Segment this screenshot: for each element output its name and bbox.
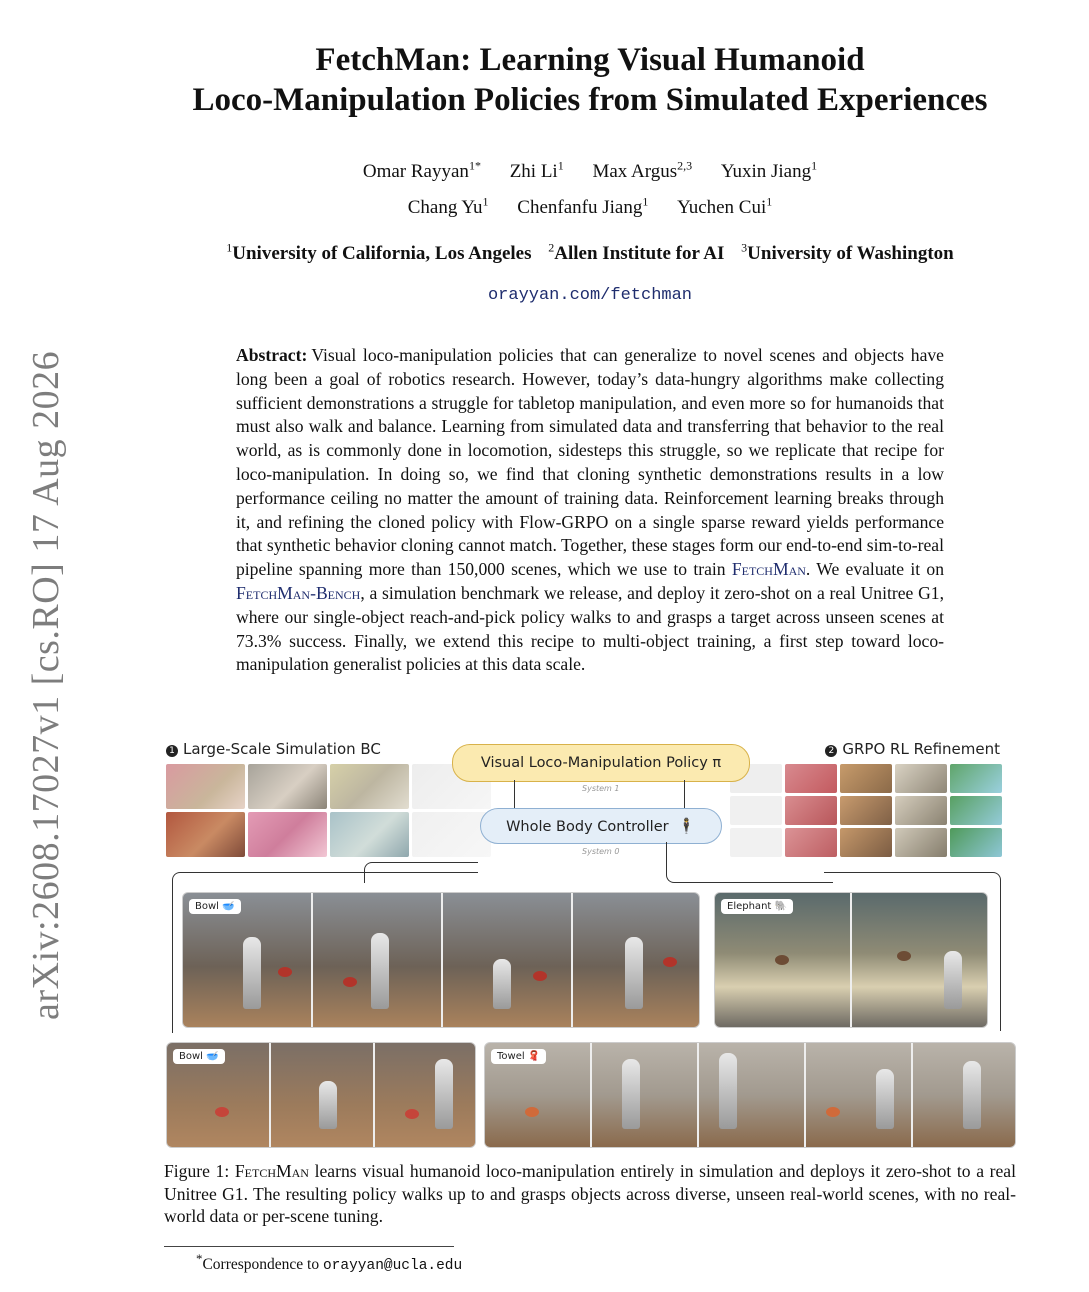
object-tag: Elephant 🐘 (721, 899, 793, 914)
sim-scene-thumbnail (166, 764, 245, 809)
caption-prefix: Figure 1: (164, 1161, 235, 1181)
caption-method-name: FetchMan (234, 1161, 309, 1181)
real-world-photo-bowl-top (182, 892, 700, 1028)
authors-row-1 (140, 159, 1040, 183)
author: Yuchen Cui$^1$ (677, 195, 773, 219)
author: Chang Yu$^1$ (407, 195, 489, 219)
simulation-scene-thumbnails (166, 764, 491, 857)
sim-scene-thumbnail (166, 812, 245, 857)
rl-scene-thumbnail (895, 828, 947, 857)
rl-scene-thumbnail (950, 828, 1002, 857)
rl-scene-thumbnail (895, 796, 947, 825)
real-world-photo-bowl-bottom (166, 1042, 476, 1148)
rl-scene-thumbnail (840, 796, 892, 825)
controller-label: Whole Body Controller (506, 819, 669, 835)
connector-line (364, 862, 478, 883)
footnote-mark: * (196, 1251, 203, 1266)
sim-scene-thumbnail (330, 764, 409, 809)
rl-scene-thumbnail (950, 796, 1002, 825)
object-tag: Bowl 🥣 (189, 899, 241, 914)
author: Zhi Li$^1$ (509, 159, 564, 183)
authors-row-2 (140, 195, 1040, 219)
connector-line (684, 780, 685, 808)
figure-1 (164, 736, 1016, 1156)
paper-title (140, 40, 1040, 120)
connector-line (666, 842, 833, 883)
stage-number-badge: 2 (825, 745, 837, 757)
system-0-label: System 0 (582, 847, 620, 856)
abstract-text: . We evaluate it on (805, 559, 944, 580)
sim-scene-thumbnail (330, 812, 409, 857)
real-world-photo-towel (484, 1042, 1016, 1148)
caption-text: learns visual humanoid loco-manipulation entirely in simulation and deploys it zero-shot to a real Unitree G1. The resulting policy walks up to and grasps objects across diverse, unseen real-world scenes, with no real-world data or per-scene tuning. (164, 1161, 1017, 1226)
title-line-1: FetchMan: Learning Visual Humanoid (315, 42, 865, 78)
sim-scene-thumbnail (248, 764, 327, 809)
rl-scene-thumbnail (895, 764, 947, 793)
benchmark-name-link[interactable]: FetchMan-Bench (236, 582, 361, 603)
rl-scene-thumbnail (785, 796, 837, 825)
affiliations (140, 241, 1040, 265)
author: Chenfanfu Jiang$^1$ (517, 195, 649, 219)
controller-box (480, 808, 722, 844)
affiliation: $^3$University of Washington (741, 241, 954, 265)
connector-line (514, 780, 515, 808)
rl-scene-thumbnail (730, 796, 782, 825)
footnote: *Correspondence to orayyan@ucla.edu (196, 1251, 463, 1275)
arxiv-stamp: arXiv:2608.17027v1 [cs.RO] 17 Aug 2026 (25, 350, 67, 1020)
sim-scene-thumbnail (248, 812, 327, 857)
object-tag: Bowl 🥣 (173, 1049, 225, 1064)
affiliation: $^1$University of California, Los Angeles (226, 241, 532, 265)
rl-scene-thumbnail (840, 764, 892, 793)
affiliation: $^2$Allen Institute for AI (548, 241, 725, 265)
author: Max Argus$^{2,3}$ (592, 159, 693, 183)
policy-box: Visual Loco-Manipulation Policy π (452, 744, 750, 782)
real-world-photo-elephant (714, 892, 988, 1028)
figure-caption (164, 1160, 1016, 1228)
abstract-text: Visual loco-manipulation policies that can generalize to novel scenes and objects have long been a goal of robotics research. However, today’s data-hungry algorithms make collecting sufficient demonstrations a struggle for tabletop manipulation, and even more so for humanoids that must also walk and balance. Learning from simulated data and transferring that behavior to the real world, as is commonly done in locomotion, sidesteps this struggle, so we replicate that recipe for loco-manipulation. In doing so, we find that cloning synthetic demonstrations results in a low performance ceiling no matter the amount of training data. Reinforcement learning breaks through it, and refining the cloned policy with Flow-GRPO on a single sparse reward yields performance that synthetic behavior cloning cannot match. Together, these stages form our end-to-end sim-to-real pipeline spanning more than 150,000 scenes, which we use to train (236, 345, 944, 580)
humanoid-icon: 🕴 (677, 817, 696, 835)
system-1-label: System 1 (582, 784, 620, 793)
stage-number-badge: 1 (166, 745, 178, 757)
project-url-link[interactable]: orayyan.com/fetchman (487, 286, 693, 305)
sim-scene-thumbnail (412, 812, 491, 857)
method-name-link[interactable]: FetchMan (731, 559, 806, 580)
abstract (236, 344, 944, 677)
author: Omar Rayyan$^{1*}$ (362, 159, 481, 183)
correspondence-email-link[interactable]: orayyan@ucla.edu (322, 1258, 463, 1275)
abstract-text: , a simulation benchmark we release, and deploy it zero-shot on a real Unitree G1, where our single-object reach-and-pick policy walks to and grasps a target across unseen scenes at 73.3% success. Finally, we extend this recipe to multi-object training, a first step toward loco-manipulation generalist policies at this data scale. (236, 582, 944, 675)
rl-scene-thumbnail (950, 764, 1002, 793)
rl-scene-thumbnail (840, 828, 892, 857)
abstract-label: Abstract: (236, 345, 308, 365)
object-tag: Towel 🧣 (491, 1049, 546, 1064)
rl-scene-thumbnail (785, 764, 837, 793)
author: Yuxin Jiang$^1$ (720, 159, 818, 183)
title-line-2: Loco-Manipulation Policies from Simulated Experiences (192, 82, 988, 118)
footnote-rule (164, 1246, 454, 1247)
stage-2-header: 2 GRPO RL Refinement (825, 740, 1000, 758)
stage-1-header: 1 Large-Scale Simulation BC (166, 740, 381, 758)
